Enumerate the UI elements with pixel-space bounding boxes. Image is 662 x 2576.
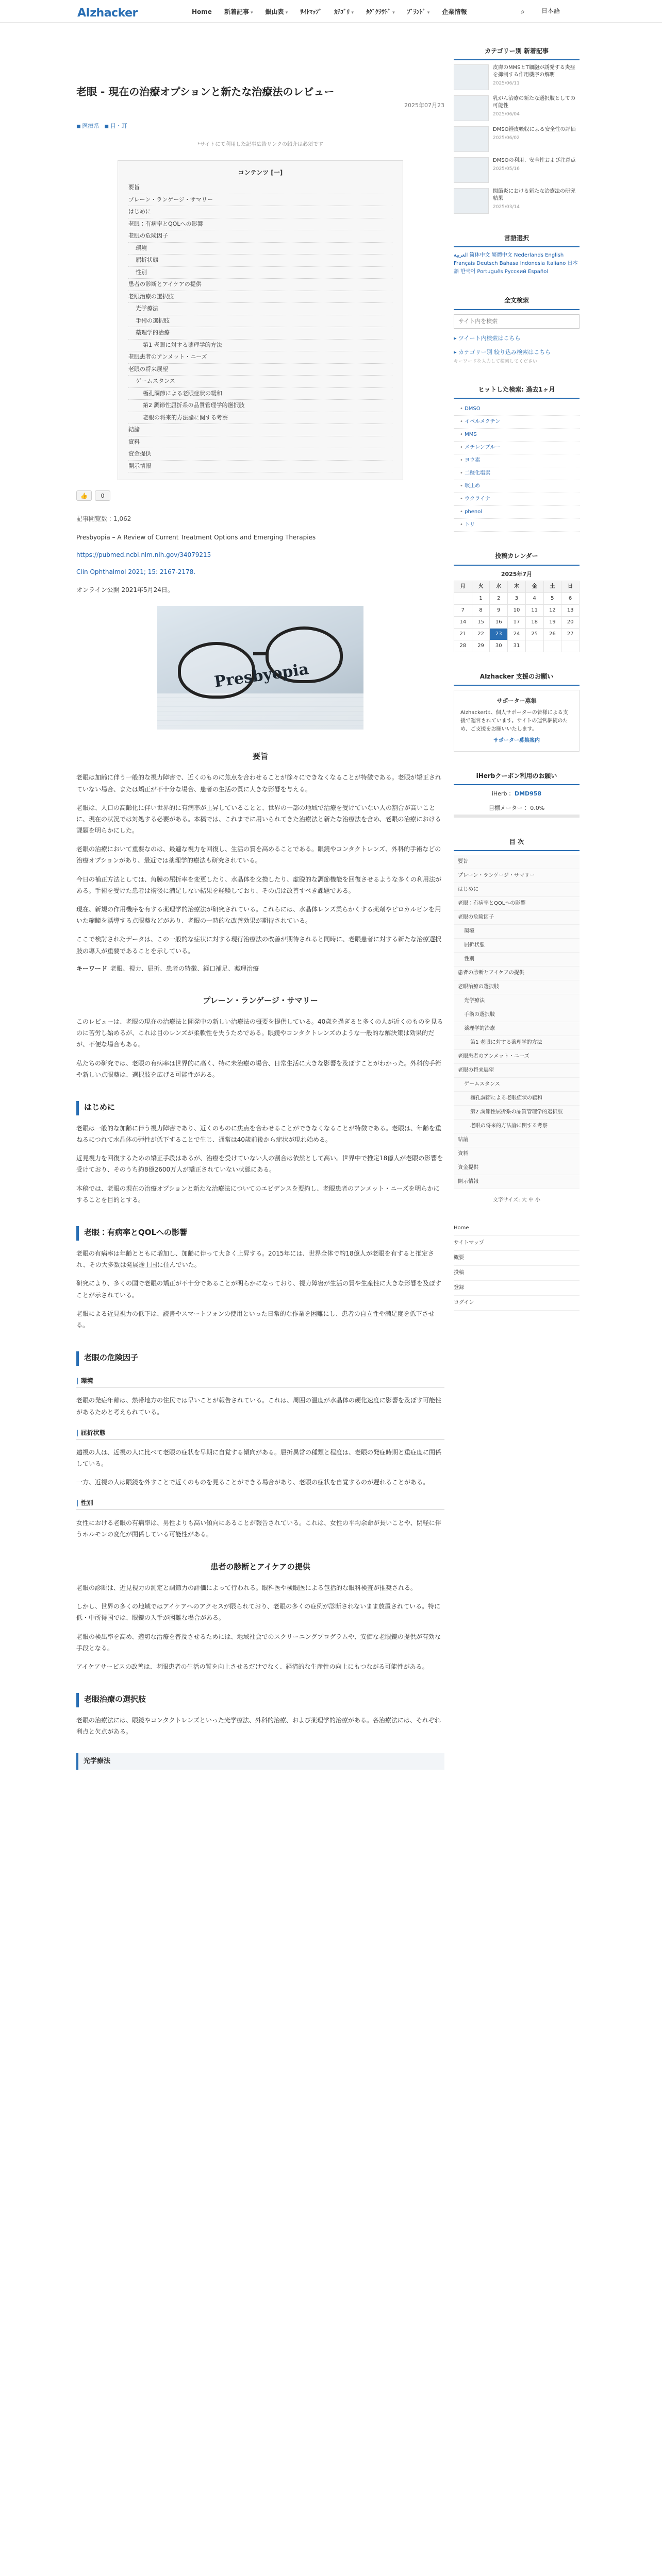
sidebar-toc-item[interactable]: 第1 老眼に対する薬理学的方法 bbox=[454, 1036, 580, 1050]
keywords-text: 老眼、視力、屈折、患者の特徴、経口補足、薬理治療 bbox=[110, 964, 259, 972]
sidebar-toc-item[interactable]: 性別 bbox=[454, 953, 580, 967]
sidebar-toc-item[interactable]: 資金提供 bbox=[454, 1161, 580, 1175]
calendar-day[interactable]: 19 bbox=[543, 617, 561, 629]
calendar-day[interactable]: 6 bbox=[561, 593, 580, 605]
ref-journal-link[interactable]: Clin Ophthalmol 2021; 15: 2167-2178. bbox=[76, 568, 196, 575]
paragraph: アイケアサービスの改善は、老眼患者の生活の質を向上させるだけでなく、経済的な生産性の向上にもつながる可能性がある。 bbox=[76, 1663, 428, 1670]
toc-list bbox=[128, 182, 392, 472]
nav-new[interactable]: 新着記事 ▾ bbox=[224, 7, 253, 17]
popular-tag[interactable]: • ヨウ素 bbox=[454, 454, 580, 467]
section-heading: 老眼の危険因子 bbox=[76, 1351, 444, 1366]
sidebar-toc-item[interactable]: ゲームスタンス bbox=[454, 1078, 580, 1092]
new-article-item[interactable] bbox=[454, 64, 580, 90]
section-heading: 患者の診断とアイケアの提供 bbox=[210, 1562, 310, 1571]
new-article-text bbox=[493, 64, 580, 90]
calendar-day-name: 木 bbox=[508, 581, 526, 593]
language-selector[interactable]: 日本語 bbox=[541, 7, 560, 14]
support-box bbox=[454, 690, 580, 752]
calendar-day-name: 日 bbox=[561, 581, 580, 593]
calendar-day[interactable]: 24 bbox=[508, 629, 526, 640]
sidebar-toc-item[interactable]: 資料 bbox=[454, 1147, 580, 1161]
calendar-table bbox=[454, 581, 580, 652]
toc-item[interactable]: はじめに bbox=[128, 206, 392, 218]
support-section bbox=[454, 669, 580, 752]
sidebar bbox=[454, 43, 580, 1327]
toc-item[interactable]: 屈折状態 bbox=[128, 255, 392, 267]
paragraph: 一方、近視の人は眼鏡を外すことで近くのものを見ることができる場合があり、老眼の症状を自覚するのが遅れることがある。 bbox=[76, 1479, 429, 1486]
toc-item[interactable]: 老眼：有病率とQOLへの影響 bbox=[128, 218, 392, 231]
section-heading: 要旨 bbox=[252, 752, 268, 761]
article-column bbox=[76, 72, 444, 1770]
goal-meter-value: 0.0% bbox=[530, 804, 545, 811]
popular-tags-section bbox=[454, 382, 580, 532]
sidebar-toc-item[interactable]: 老眼治療の選択肢 bbox=[454, 980, 580, 994]
article-thumbnail bbox=[454, 95, 489, 121]
popular-tags-list bbox=[454, 403, 580, 532]
sidebar-toc-item[interactable]: 老眼の将来展望 bbox=[454, 1064, 580, 1078]
footer-link[interactable]: 登録 bbox=[454, 1281, 580, 1296]
calendar-day-name: 月 bbox=[454, 581, 472, 593]
footer-links-list bbox=[454, 1221, 580, 1311]
paragraph: しかし、世界の多くの地域ではアイケアへのアクセスが限られており、老眼の多くの症例が診断されないまま放置されている。特に低・中所得国では、眼鏡の入手が困難な場合がある。 bbox=[76, 1603, 441, 1622]
calendar-day[interactable]: 14 bbox=[454, 617, 472, 629]
calendar-day-name: 水 bbox=[490, 581, 508, 593]
new-article-date: 2025/03/14 bbox=[493, 205, 520, 210]
new-article-item[interactable] bbox=[454, 126, 580, 152]
support-link[interactable]: サポーター募集案内 bbox=[493, 737, 540, 743]
table-of-contents bbox=[118, 160, 403, 480]
nav-sitemap[interactable]: ｻｲﾄﾏｯﾌﾟ bbox=[300, 8, 322, 15]
footer-link[interactable]: 概要 bbox=[454, 1251, 580, 1266]
toc-item[interactable]: 患者の診断とアイケアの提供 bbox=[128, 279, 392, 291]
affiliate-note: *サイトにて利用した記事広告リンクの紹介は必須です bbox=[197, 142, 324, 148]
popular-tags-title: ヒットした検索: 過去1ヶ月 bbox=[454, 382, 580, 399]
article-thumbnail bbox=[454, 126, 489, 152]
goal-meter bbox=[454, 804, 580, 818]
support-heading: サポーター募集 bbox=[496, 698, 537, 705]
toc-item[interactable]: 老眼の将来的方法論に関する考察 bbox=[128, 412, 392, 425]
reaction-row bbox=[76, 490, 444, 501]
sidebar-toc-item[interactable]: 第2 調節性屈折系の品質管理学的選択肢 bbox=[454, 1106, 580, 1120]
popular-tag[interactable]: • イベルメクチン bbox=[454, 416, 580, 429]
section-heading: 老眼治療の選択肢 bbox=[76, 1693, 444, 1707]
category-tags bbox=[76, 122, 444, 131]
popular-tag[interactable]: • MMS bbox=[454, 429, 580, 442]
sidebar-toc-item[interactable]: 要旨 bbox=[454, 855, 580, 869]
popular-tag[interactable]: • ウクライナ bbox=[454, 493, 580, 506]
paragraph: 老眼の治療法には、眼鏡やコンタクトレンズといった光学療法、外科的治療、および薬理学的治療がある。各治療法には、それぞれ利点と欠点がある。 bbox=[76, 1717, 441, 1736]
new-article-date: 2025/06/11 bbox=[493, 81, 520, 87]
new-article-item[interactable] bbox=[454, 188, 580, 214]
paragraph: ここで検討されたデータは、この一般的な症状に対する現行治療法の改善が期待されると同時に、老眼患者に対する新たな治療選択肢の導入が重要であることを示している。 bbox=[76, 936, 442, 955]
calendar-day[interactable]: 10 bbox=[508, 605, 526, 617]
calendar-day[interactable]: 9 bbox=[490, 605, 508, 617]
footer-link[interactable]: Home bbox=[454, 1221, 580, 1236]
article-body bbox=[76, 750, 444, 1770]
sidebar-toc-item[interactable]: 屈折状態 bbox=[454, 939, 580, 953]
calendar-day bbox=[543, 640, 561, 652]
minor-heading: | 性別 bbox=[76, 1498, 444, 1510]
popular-tag[interactable]: • DMSO bbox=[454, 403, 580, 416]
calendar-title: 投稿カレンダー bbox=[454, 548, 580, 565]
publish-date: 2025年07月23 bbox=[404, 102, 444, 109]
language-list[interactable]: العربية 简体中文 繁體中文 Nederlands English Français Deutsch Bahasa Indonesia Italiano 日本語 한국어 Português Русский Español bbox=[454, 252, 578, 275]
category-search-link[interactable]: ▸ カテゴリー別 絞り込み検索はこちら bbox=[454, 348, 580, 357]
new-article-title[interactable]: DMSOの利用、安全性および注意点 bbox=[493, 158, 576, 164]
minor-heading: | 環境 bbox=[76, 1376, 444, 1387]
calendar-day[interactable]: 3 bbox=[508, 593, 526, 605]
toc-item[interactable]: 性別 bbox=[128, 267, 392, 279]
calendar-day[interactable]: 18 bbox=[525, 617, 543, 629]
calendar-day-name: 火 bbox=[472, 581, 490, 593]
view-count: 記事閲覧数：1,062 bbox=[76, 515, 131, 523]
popular-tag[interactable]: • メチレンブルー bbox=[454, 442, 580, 454]
calendar-day bbox=[561, 640, 580, 652]
sidebar-toc-item[interactable]: 手術の選択肢 bbox=[454, 1008, 580, 1022]
calendar-day[interactable]: 11 bbox=[525, 605, 543, 617]
toc-item[interactable]: 第1 老眼に対する薬理学的方法 bbox=[128, 340, 392, 352]
goal-meter-track bbox=[454, 815, 580, 818]
nav-category[interactable]: ｶﾃｺﾞﾘ ▾ bbox=[334, 7, 354, 17]
nav-company[interactable]: 企業情報 bbox=[442, 8, 467, 15]
paragraph: 現在、新規の作用機序を有する薬理学的治療法が研究されている。これらには、水晶体レンズ柔らかくする薬剤やピロカルピンを用いた縮瞳を誘導する点眼薬などがあり、老眼の一時的な改善効果が期待されている。 bbox=[76, 906, 441, 925]
section-heading: 老眼：有病率とQOLへの影響 bbox=[76, 1226, 444, 1241]
main-nav bbox=[192, 7, 467, 17]
calendar-day[interactable]: 26 bbox=[543, 629, 561, 640]
nav-ginzan[interactable]: 銀山表 ▾ bbox=[266, 7, 288, 17]
sidebar-toc-item[interactable]: 極孔調節による老眼症状の緩和 bbox=[454, 1092, 580, 1106]
ref-title: Presbyopia – A Review of Current Treatment Options and Emerging Therapies bbox=[76, 533, 316, 541]
glasses-bridge bbox=[253, 652, 269, 655]
figure-paper bbox=[157, 693, 363, 730]
ref-url-link[interactable]: https://pubmed.ncbi.nlm.nih.gov/34079215 bbox=[76, 551, 211, 558]
sidebar-toc-section bbox=[454, 834, 580, 1205]
new-article-date: 2025/05/16 bbox=[493, 166, 520, 172]
coupon-code[interactable]: DMD958 bbox=[514, 790, 542, 798]
calendar-day[interactable]: 2 bbox=[490, 593, 508, 605]
sidebar-toc-item[interactable]: はじめに bbox=[454, 883, 580, 897]
article-thumbnail bbox=[454, 188, 489, 214]
sidebar-toc-item[interactable]: 環境 bbox=[454, 925, 580, 939]
goal-meter-label: 目標メーター： bbox=[488, 804, 528, 811]
sidebar-toc-item[interactable]: 結論 bbox=[454, 1133, 580, 1147]
keywords-label: キーワード bbox=[76, 964, 108, 972]
tweet-search-link[interactable]: ▸ ツイート内検索はこちら bbox=[454, 334, 580, 343]
popular-tag[interactable]: • トリ bbox=[454, 519, 580, 532]
new-articles-list bbox=[454, 64, 580, 214]
subsection-heading: 光学療法 bbox=[76, 1753, 444, 1770]
calendar-day[interactable]: 22 bbox=[472, 629, 490, 640]
toc-item[interactable]: 老眼の危険因子 bbox=[128, 230, 392, 243]
calendar-day[interactable]: 5 bbox=[543, 593, 561, 605]
popular-tag[interactable]: • phenol bbox=[454, 506, 580, 519]
presbyopia-image bbox=[157, 606, 363, 730]
toc-item[interactable]: 資金提供 bbox=[128, 448, 392, 461]
new-article-title[interactable]: DMSO経皮吸収による安全性の評価 bbox=[493, 127, 576, 133]
calendar-day[interactable]: 4 bbox=[525, 593, 543, 605]
toc-title[interactable]: コンテンツ [一] bbox=[238, 169, 283, 177]
site-header bbox=[0, 0, 662, 23]
toc-item[interactable]: 老眼患者のアンメット・ニーズ bbox=[128, 351, 392, 364]
toc-item[interactable]: 要旨 bbox=[128, 182, 392, 194]
calendar-day[interactable]: 13 bbox=[561, 605, 580, 617]
paragraph: 老眼による近見視力の低下は、読書やスマートフォンの使用といった日常的な作業を困難にし、患者の自立性や満足度を低下させる。 bbox=[76, 1310, 435, 1329]
ref-date: オンライン公開 2021年5月24日。 bbox=[76, 586, 174, 594]
paragraph: 研究により、多くの国で老眼の矯正が不十分であることが明らかになっており、視力障害が生活の質や生産性に大きな影響を及ぼすことが示されている。 bbox=[76, 1280, 442, 1299]
paragraph: 本稿では、老眼の現在の治療オプションと新たな治療法についてのエビデンスを要約し、老眼患者のアンメット・ニーズを明らかにすることを目的とする。 bbox=[76, 1184, 440, 1204]
calendar-day[interactable]: 1 bbox=[472, 593, 490, 605]
search-note: キーワードを入力して検索してください bbox=[454, 359, 538, 364]
calendar-day[interactable]: 23 bbox=[490, 629, 508, 640]
coupon-label: iHerb： bbox=[491, 790, 513, 798]
toc-item[interactable]: ゲームスタンス bbox=[128, 376, 392, 388]
new-articles-title: カテゴリー別 新着記事 bbox=[454, 43, 580, 60]
figure-word: Presbyopia bbox=[213, 660, 310, 691]
new-article-item[interactable] bbox=[454, 95, 580, 121]
calendar-day[interactable]: 20 bbox=[561, 617, 580, 629]
footer-link[interactable]: 投稿 bbox=[454, 1266, 580, 1281]
new-article-text bbox=[493, 95, 580, 121]
calendar-day[interactable]: 7 bbox=[454, 605, 472, 617]
new-article-item[interactable] bbox=[454, 157, 580, 183]
calendar-week bbox=[454, 617, 580, 629]
sidebar-toc-list bbox=[454, 855, 580, 1189]
language-section bbox=[454, 230, 580, 276]
new-article-text bbox=[493, 126, 576, 152]
sidebar-toc-item[interactable]: 老眼の危険因子 bbox=[454, 911, 580, 925]
new-article-title[interactable]: 関節炎における新たな治療法の研究結果 bbox=[493, 189, 575, 202]
toc-item[interactable]: 資料 bbox=[128, 436, 392, 449]
sidebar-toc-item[interactable]: 患者の診断とアイケアの提供 bbox=[454, 967, 580, 980]
calendar-section bbox=[454, 548, 580, 652]
calendar-month: 2025年7月 bbox=[501, 570, 533, 578]
footer-link[interactable]: サイトマップ bbox=[454, 1236, 580, 1251]
calendar-day[interactable]: 16 bbox=[490, 617, 508, 629]
new-article-title[interactable]: 乳がん治療の新たな選択肢としての可能性 bbox=[493, 96, 575, 109]
toc-item[interactable]: 極孔調節による老眼症状の緩和 bbox=[128, 388, 392, 400]
paragraph: 老眼は加齢に伴う一般的な視力障害で、近くのものに焦点を合わせることが徐々にできなくなることが特徴である。老眼が矯正されていない場合、または矯正が不十分な場合、患者の生活の質に大きな影響を与える。 bbox=[76, 774, 441, 793]
section-heading: はじめに bbox=[76, 1101, 444, 1115]
new-article-title[interactable]: 皮膚のMMSとT細胞が誘発する炎症を抑制する作用機序の解明 bbox=[493, 65, 575, 78]
sidebar-toc-title: 目 次 bbox=[454, 834, 580, 851]
toc-item[interactable]: 第2 調節性屈折系の品質管理学的選択肢 bbox=[128, 400, 392, 412]
paragraph: 遠視の人は、近視の人に比べて老眼の症状を早期に自覚する傾向がある。屈折異常の種類と程度は、老眼の発症時期と重症度に関係している。 bbox=[76, 1448, 442, 1468]
like-button[interactable]: 👍 bbox=[76, 490, 92, 501]
calendar-day bbox=[525, 640, 543, 652]
sidebar-toc-item[interactable]: 開示情報 bbox=[454, 1175, 580, 1189]
paragraph: 今日の補正方法としては、角膜の屈折率を変更したり、水晶体を交換したり、虚脱的な調節機能を回復させるような多くの利用法がある。手術を受けた患者は術後に満足しない結果を経験しており、その点は改善すべき課題である。 bbox=[76, 875, 442, 894]
paragraph: 老眼の有病率は年齢とともに増加し、加齢に伴って大きく上昇する。2015年には、世界全体で約18億人が老眼を有すると推定され、その大多数は発展途上国に住んでいた。 bbox=[76, 1250, 434, 1269]
keywords bbox=[76, 964, 444, 974]
sidebar-toc-item[interactable]: プレーン・ランゲージ・サマリー bbox=[454, 869, 580, 883]
nav-tagcloud[interactable]: ﾀｸﾞｸﾗｳﾄﾞ ▾ bbox=[366, 7, 395, 17]
calendar-day[interactable]: 29 bbox=[472, 640, 490, 652]
toc-item[interactable]: 結論 bbox=[128, 424, 392, 436]
calendar-day-name: 金 bbox=[525, 581, 543, 593]
toc-item[interactable]: 薬理学的治療 bbox=[128, 327, 392, 340]
coupon-section bbox=[454, 768, 580, 818]
like-count: 0 bbox=[95, 490, 110, 501]
logo-accent: hacker bbox=[96, 7, 138, 20]
search-icon[interactable]: ⌕ bbox=[521, 8, 525, 16]
search-input[interactable] bbox=[454, 314, 580, 329]
calendar-day[interactable]: 8 bbox=[472, 605, 490, 617]
paragraph: 老眼の治療において重要なのは、最適な視力を回復し、生活の質を高めることである。眼鏡やコンタクトレンズ、外科的手術などの治療オプションがあり、最近では薬理学的療法も研究されている。 bbox=[76, 845, 441, 865]
sidebar-toc-item[interactable]: 老眼：有病率とQOLへの影響 bbox=[454, 897, 580, 911]
new-article-date: 2025/06/02 bbox=[493, 135, 520, 141]
language-title: 言語選択 bbox=[454, 230, 580, 247]
toc-item[interactable]: 老眼の将来展望 bbox=[128, 364, 392, 376]
toc-item[interactable]: 光学療法 bbox=[128, 303, 392, 315]
coupon-box bbox=[454, 789, 580, 799]
toc-item[interactable]: プレーン・ランゲージ・サマリー bbox=[128, 194, 392, 207]
article-thumbnail bbox=[454, 157, 489, 183]
article-title: 老眼 - 現在の治療オプションと新たな治療法のレビュー bbox=[76, 86, 335, 98]
calendar-day[interactable]: 28 bbox=[454, 640, 472, 652]
calendar-day[interactable]: 27 bbox=[561, 629, 580, 640]
toc-item[interactable]: 手術の選択肢 bbox=[128, 315, 392, 328]
calendar-week bbox=[454, 593, 580, 605]
search-section bbox=[454, 293, 580, 365]
sidebar-footer-links bbox=[454, 1221, 580, 1311]
toc-item[interactable]: 老眼治療の選択肢 bbox=[128, 291, 392, 303]
support-text: AIzhackerは、個人サポーターの皆様による支援で運営されています。サイトの運営継続のため、ご支援をお願いいたします。 bbox=[460, 709, 568, 732]
calendar-day[interactable]: 15 bbox=[472, 617, 490, 629]
calendar-day-name: 土 bbox=[543, 581, 561, 593]
search-title: 全文検索 bbox=[454, 293, 580, 310]
section-heading: プレーン・ランゲージ・サマリー bbox=[203, 995, 318, 1005]
article-thumbnail bbox=[454, 64, 489, 90]
new-article-text bbox=[493, 188, 580, 214]
nav-brand[interactable]: ﾌﾞﾗﾝﾄﾞ ▾ bbox=[407, 7, 430, 17]
paragraph: このレビューは、老眼の現在の治療法と開発中の新しい治療法の概要を提供している。40歳を過ぎると多くの人が近くのものを見るのに苦労し始めるが、これは目のレンズが柔軟性を失うためである。眼鏡やコンタクトレンズのような一般的な解決策は効果的だが、不便な場合もある。 bbox=[76, 1018, 443, 1048]
coupon-title: iHerbクーポン利用のお願い bbox=[454, 768, 580, 785]
sidebar-toc-item[interactable]: 薬理学的治療 bbox=[454, 1022, 580, 1036]
calendar-week bbox=[454, 629, 580, 640]
calendar-day[interactable]: 21 bbox=[454, 629, 472, 640]
new-articles-section bbox=[454, 43, 580, 214]
paragraph: 女性における老眼の有病率は、男性よりも高い傾向にあることが報告されている。これは、女性の平均余命が長いことや、閉経に伴うホルモンの変化が関係している可能性がある。 bbox=[76, 1519, 441, 1538]
category-tag[interactable]: ■ 医療系 bbox=[76, 122, 99, 131]
sidebar-toc-item[interactable]: 老眼の将来的方法論に関する考察 bbox=[454, 1120, 580, 1133]
font-size-control[interactable]: 文字サイズ: 大 中 小 bbox=[492, 1197, 541, 1204]
category-tag[interactable]: ■ 目・耳 bbox=[104, 122, 127, 131]
toc-item[interactable]: 開示情報 bbox=[128, 461, 392, 473]
calendar-day bbox=[454, 593, 472, 605]
paragraph: 老眼の検出率を高め、適切な治療を普及させるためには、地域社会でのスクリーニングプログラムや、安価な老眼鏡の提供が有効な手段となる。 bbox=[76, 1633, 441, 1652]
paragraph: 老眼の発症年齢は、熱帯地方の住民では早いことが報告されている。これは、周囲の温度が水晶体の硬化速度に影響を及ぼす可能性があるためと考えられている。 bbox=[76, 1397, 442, 1416]
calendar-day[interactable]: 31 bbox=[508, 640, 526, 652]
paragraph: 近見視力を回復するための矯正手段はあるが、治療を受けていない人の割合は依然として高い。世界中で推定18億人が老眼の影響を受けており、そのうち約8億2600万人が矯正されていない状態にある。 bbox=[76, 1155, 443, 1174]
calendar-week bbox=[454, 605, 580, 617]
new-article-text bbox=[493, 157, 576, 183]
popular-tag[interactable]: • 咳止め bbox=[454, 480, 580, 493]
calendar-header bbox=[454, 581, 580, 593]
nav-home[interactable]: Home bbox=[192, 8, 212, 15]
sidebar-toc-item[interactable]: 老眼患者のアンメット・ニーズ bbox=[454, 1050, 580, 1064]
new-article-date: 2025/06/04 bbox=[493, 112, 520, 117]
logo-main: AIz bbox=[77, 7, 96, 20]
calendar-day[interactable]: 17 bbox=[508, 617, 526, 629]
paragraph: 老眼の診断は、近見視力の測定と調節力の評価によって行われる。眼科医や検眼医による包括的な眼科検査が推奨される。 bbox=[76, 1584, 417, 1591]
sidebar-toc-item[interactable]: 光学療法 bbox=[454, 994, 580, 1008]
support-title: AIzhacker 支援のお願い bbox=[454, 669, 580, 686]
toc-item[interactable]: 環境 bbox=[128, 243, 392, 255]
calendar-day[interactable]: 30 bbox=[490, 640, 508, 652]
footer-link[interactable]: ログイン bbox=[454, 1296, 580, 1311]
paragraph: 老眼は、人口の高齢化に伴い世界的に有病率が上昇していることと、世界の一部の地域で治療を受けていない人の割合が高いことに、現在の状況では対処する必要がある。本稿では、これまでに用いられてきた治療法と新たな治療法を含め、老眼の治療における課題を明らかにした。 bbox=[76, 804, 441, 835]
popular-tag[interactable]: • 二酸化塩素 bbox=[454, 467, 580, 480]
site-logo[interactable] bbox=[77, 4, 138, 22]
calendar-week bbox=[454, 640, 580, 652]
calendar-day[interactable]: 25 bbox=[525, 629, 543, 640]
calendar-day[interactable]: 12 bbox=[543, 605, 561, 617]
calendar-body bbox=[454, 593, 580, 652]
minor-heading: | 屈折状態 bbox=[76, 1428, 444, 1439]
paragraph: 老眼は一般的な加齢に伴う視力障害であり、近くのものに焦点を合わせることができなくなることが特徴である。老眼は、年齢を重ねるにつれて水晶体の弾性が低下することで生じ、通常は40歳前後から症状が現れ始める。 bbox=[76, 1124, 442, 1144]
paragraph: 私たちの研究では、老眼の有病率は世界的に高く、特に未治療の場合、日常生活に大きな影響を及ぼすことがわかった。外科的手術や新しい点眼薬は、選択肢を広げる可能性がある。 bbox=[76, 1059, 441, 1078]
